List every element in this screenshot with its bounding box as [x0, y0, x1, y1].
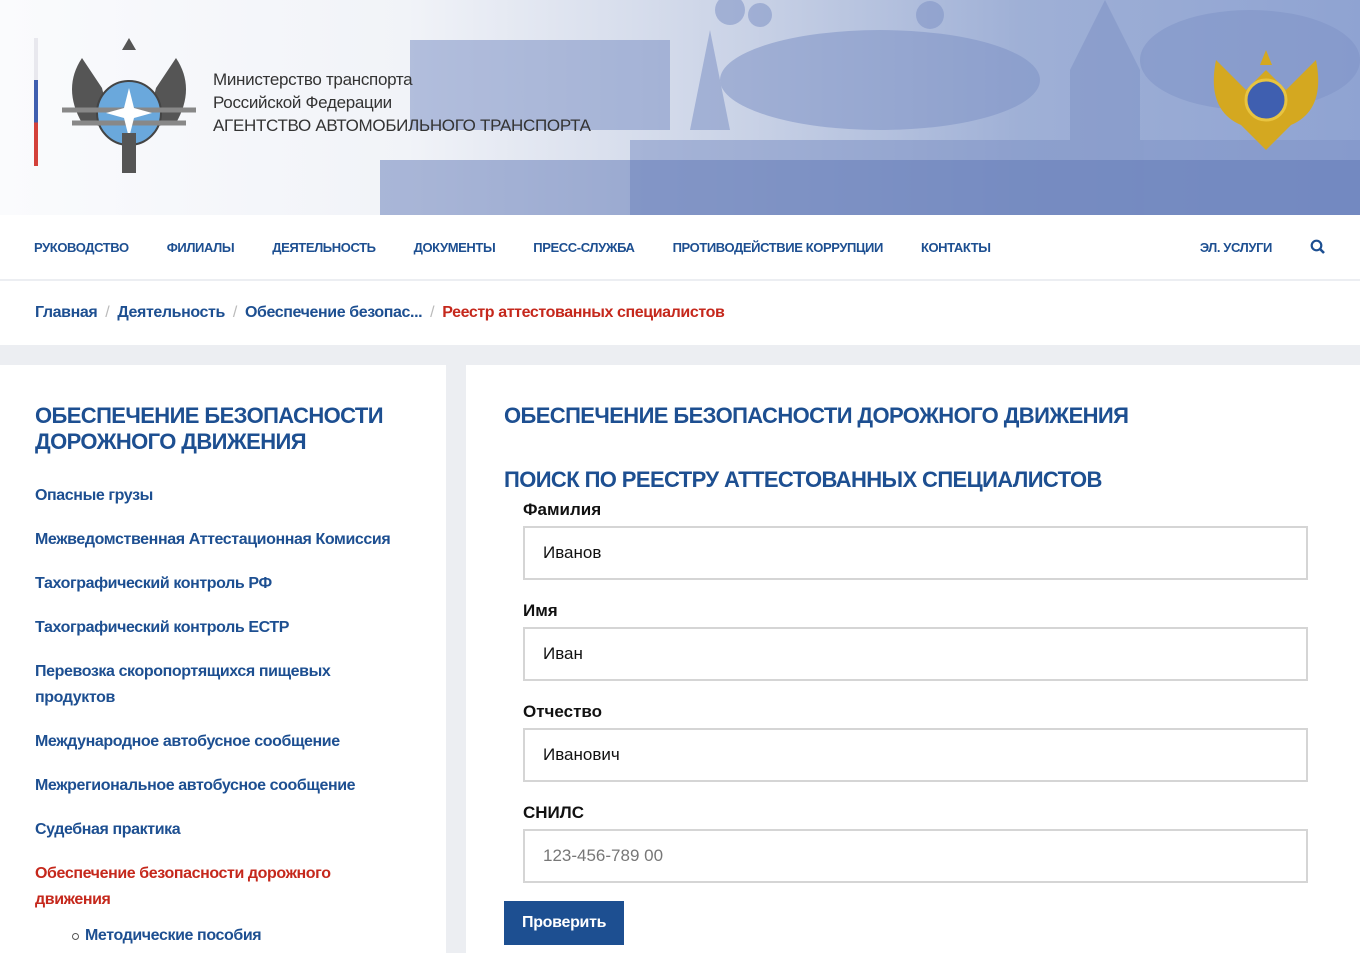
sidebar-item[interactable]: Межведомственная Аттестационная Комиссия: [35, 531, 391, 548]
breadcrumb-safety[interactable]: Обеспечение безопас...: [244, 304, 423, 321]
org-line-1: Министерство транспорта: [213, 70, 413, 89]
surname-label: Фамилия: [523, 500, 602, 519]
surname-input[interactable]: [523, 526, 1308, 580]
nav-dokumenty[interactable]: ДОКУМЕНТЫ: [413, 239, 496, 255]
name-label: Имя: [523, 601, 558, 620]
sidebar: [0, 365, 446, 953]
flag-stripe: [34, 38, 38, 166]
sidebar-item[interactable]: Опасные грузы: [35, 487, 153, 504]
org-name: [213, 68, 591, 137]
org-line-3: АГЕНТСТВО АВТОМОБИЛЬНОГО ТРАНСПОРТА: [213, 116, 591, 135]
breadcrumb-separator: /: [430, 304, 435, 321]
breadcrumb-home[interactable]: Главная: [35, 304, 98, 321]
patronymic-input[interactable]: [523, 728, 1308, 782]
search-icon[interactable]: [1310, 239, 1326, 255]
gold-eagle-crest-icon: [1206, 30, 1326, 160]
main-nav: [0, 215, 1360, 281]
site-header: [0, 0, 1360, 215]
page-title: ОБЕСПЕЧЕНИЕ БЕЗОПАСНОСТИ ДОРОЖНОГО ДВИЖЕНИЯ: [504, 403, 1129, 428]
main-content: [466, 365, 1360, 953]
ministry-emblem-logo[interactable]: [62, 28, 196, 176]
sidebar-item[interactable]: Международное автобусное сообщение: [35, 733, 340, 750]
breadcrumb: [0, 281, 1360, 345]
patronymic-label: Отчество: [523, 702, 603, 721]
nav-press[interactable]: ПРЕСС-СЛУЖБА: [533, 239, 635, 255]
nav-anticorruption[interactable]: ПРОТИВОДЕЙСТВИЕ КОРРУПЦИИ: [672, 239, 883, 255]
check-button[interactable]: Проверить: [504, 901, 624, 945]
nav-filialy[interactable]: ФИЛИАЛЫ: [166, 239, 235, 255]
breadcrumb-separator: /: [232, 304, 237, 321]
snils-input[interactable]: [523, 829, 1308, 883]
org-line-2: Российской Федерации: [213, 93, 392, 112]
sidebar-item[interactable]: Тахографический контроль ЕСТР: [35, 619, 290, 636]
sidebar-item-active[interactable]: Обеспечение безопасности дорожного движения: [35, 865, 331, 908]
sidebar-item[interactable]: Межрегиональное автобусное сообщение: [35, 777, 356, 794]
snils-label: СНИЛС: [523, 803, 584, 822]
nav-rukovodstvo[interactable]: РУКОВОДСТВО: [34, 239, 129, 255]
name-input[interactable]: [523, 627, 1308, 681]
sidebar-item[interactable]: Тахографический контроль РФ: [35, 575, 272, 592]
breadcrumb-separator: /: [105, 304, 110, 321]
sidebar-subitem[interactable]: Методические пособия: [35, 923, 411, 949]
search-title: ПОИСК ПО РЕЕСТРУ АТТЕСТОВАННЫХ СПЕЦИАЛИСТОВ: [504, 467, 1102, 492]
breadcrumb-activity[interactable]: Деятельность: [117, 304, 225, 321]
breadcrumb-current: Реестр аттестованных специалистов: [442, 304, 725, 321]
sidebar-title: ОБЕСПЕЧЕНИЕ БЕЗОПАСНОСТИ ДОРОЖНОГО ДВИЖЕНИЯ: [35, 403, 383, 454]
sidebar-item[interactable]: Судебная практика: [35, 821, 181, 838]
sidebar-item[interactable]: Перевозка скоропортящихся пищевых продуктов: [35, 663, 331, 706]
nav-contacts[interactable]: КОНТАКТЫ: [920, 239, 991, 255]
nav-e-services[interactable]: ЭЛ. УСЛУГИ: [1199, 239, 1272, 255]
nav-deyatelnost[interactable]: ДЕЯТЕЛЬНОСТЬ: [272, 239, 376, 255]
